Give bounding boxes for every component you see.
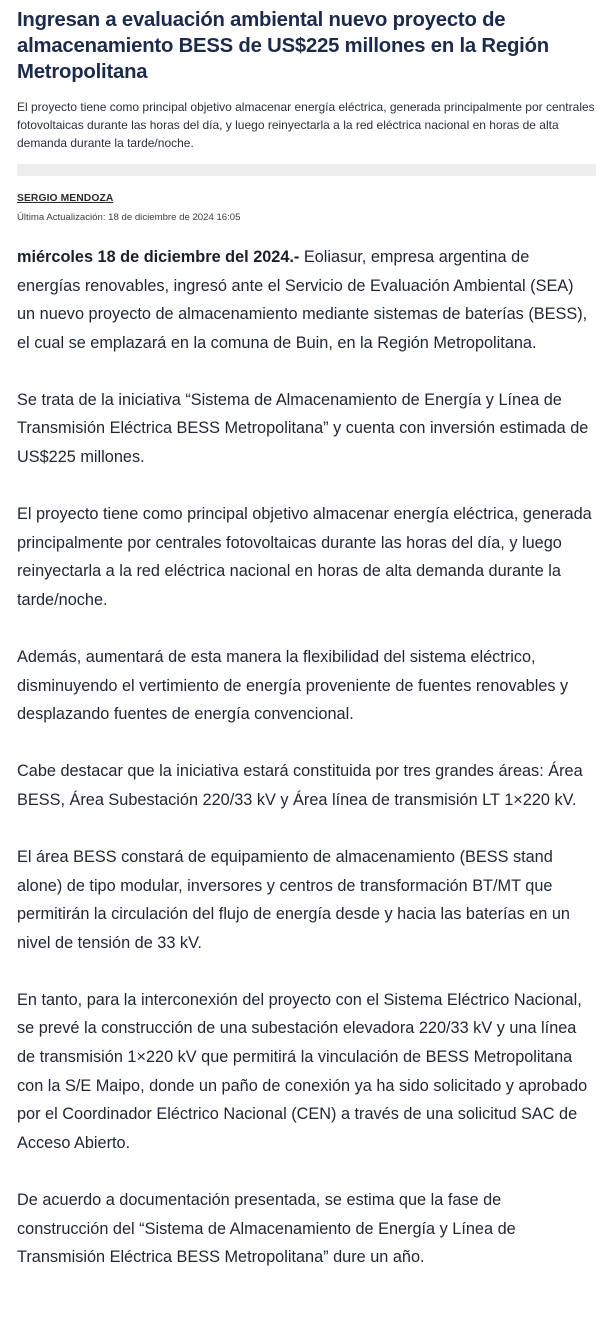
- lead-summary: El proyecto tiene como principal objetivo almacenar energía eléctrica, generada principalmente por centrales fotovoltaicas durante las horas del día, y luego reinyectarla a la red eléctrica nacional en horas de alta demanda durante la tarde/noche.: [17, 100, 595, 150]
- paragraph: El área BESS constará de equipamiento de almacenamiento (BESS stand alone) de tipo modular, inversores y centros de transformación BT/MT que permitirán la circulación del flujo de energía desde y hacia las baterías en un nivel de tensión de 33 kV.: [17, 848, 570, 952]
- author-link[interactable]: SERGIO MENDOZA: [17, 193, 114, 204]
- divider: [17, 164, 596, 176]
- paragraph: El proyecto tiene como principal objetivo almacenar energía eléctrica, generada principalmente por centrales fotovoltaicas durante las horas del día, y luego reinyectarla a la red eléctrica nacional en horas de alta demanda durante la tarde/noche.: [17, 505, 592, 609]
- paragraph: De acuerdo a documentación presentada, se estima que la fase de construcción del “Sistema de Almacenamiento de Energía y Línea de Transmisión Eléctrica BESS Metropolitana” dure un año.: [17, 1190, 516, 1267]
- last-updated: Última Actualización: 18 de diciembre de 2024 16:05: [17, 212, 241, 223]
- paragraph: Cabe destacar que la iniciativa estará constituida por tres grandes áreas: Área BESS, Área Subestación 220/33 kV y Área línea de transmisión LT 1×220 kV.: [17, 762, 583, 809]
- article-body: [17, 243, 596, 1272]
- paragraph-text: Eoliasur, empresa argentina de energías renovables, ingresó ante el Servicio de Evaluación Ambiental (SEA) un nuevo proyecto de almacenamiento mediante sistemas de baterías (BESS), el cual se emplazará en la comuna de Buin, en la Región Metropolitana.: [17, 248, 588, 352]
- byline: [17, 188, 596, 224]
- paragraph: Además, aumentará de esta manera la flexibilidad del sistema eléctrico, disminuyendo el vertimiento de energía proveniente de fuentes renovables y desplazando fuentes de energía convencional.: [17, 648, 569, 724]
- paragraph: [17, 243, 596, 357]
- paragraph: Se trata de la iniciativa “Sistema de Almacenamiento de Energía y Línea de Transmisión Eléctrica BESS Metropolitana” y cuenta con inversión estimada de US$225 millones.: [17, 390, 589, 467]
- headline: Ingresan a evaluación ambiental nuevo proyecto de almacenamiento BESS de US$225 millones en la Región Metropolitana: [17, 9, 549, 83]
- paragraph: En tanto, para la interconexión del proyecto con el Sistema Eléctrico Nacional, se prevé la construcción de una subestación elevadora 220/33 kV y una línea de transmisión 1×220 kV que permitirá la vinculación de BESS Metropolitana con la S/E Maipo, donde un paño de conexión ya ha sido solicitado y aprobado por el Coordinador Eléctrico Nacional (CEN) a través de una solicitud SAC de Acceso Abierto.: [17, 990, 588, 1152]
- dateline: miércoles 18 de diciembre del 2024.-: [17, 248, 300, 266]
